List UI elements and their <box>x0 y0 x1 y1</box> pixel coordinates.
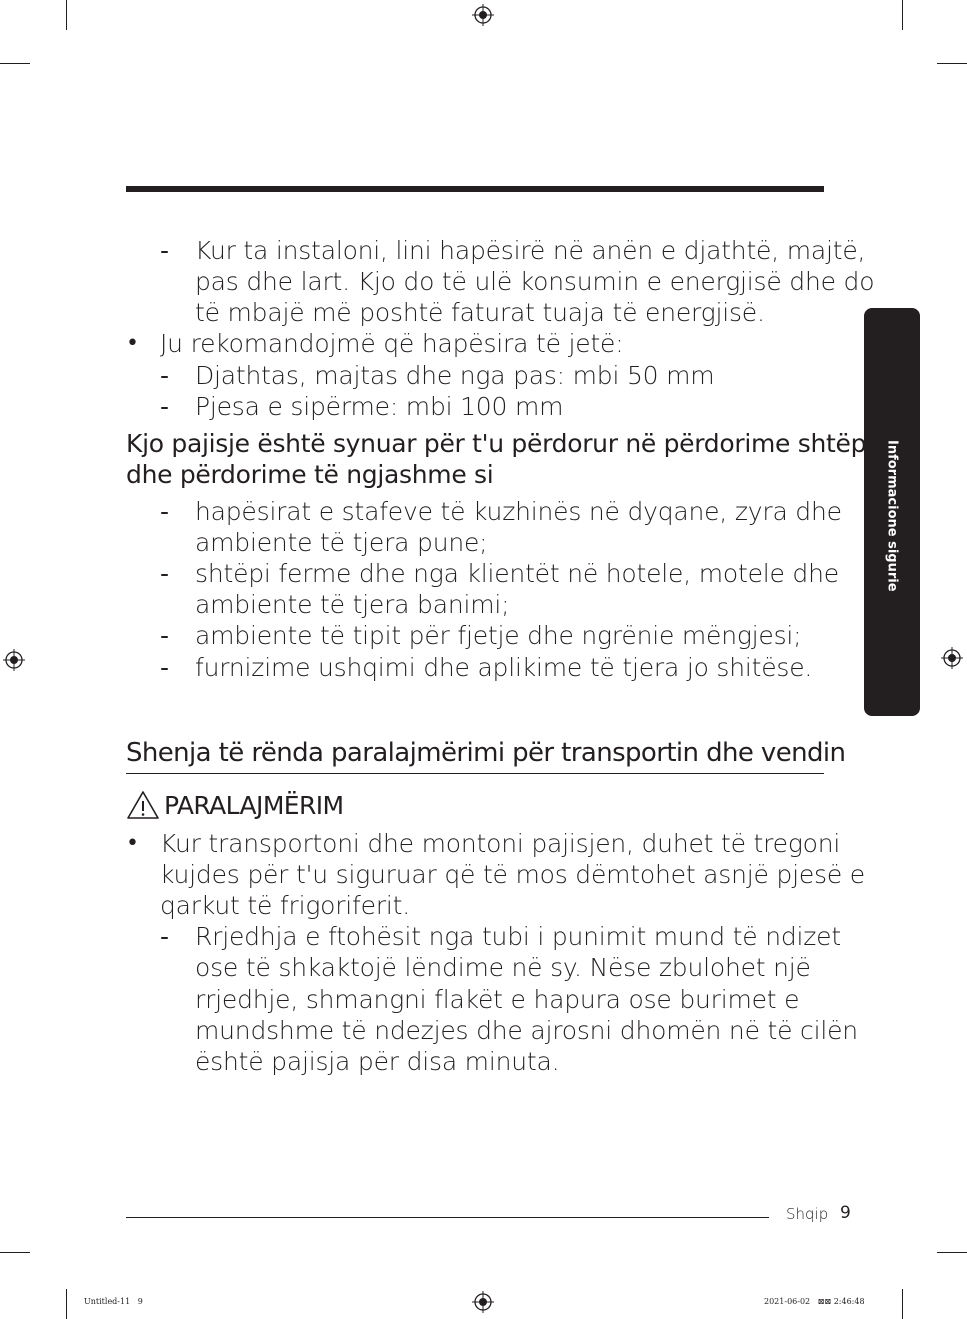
list-marker: - <box>160 653 170 682</box>
footer-language: Shqip <box>786 1205 829 1223</box>
slug-file: Untitled-11 9 <box>84 1297 143 1306</box>
crop-mark <box>66 1289 67 1319</box>
warning-label <box>126 788 344 822</box>
crop-mark <box>937 1252 967 1253</box>
list-item-line: Ju rekomandojmë që hapësira të jetë: <box>160 329 624 358</box>
list-item-line: të mbajë më poshtë faturat tuaja të energjisë. <box>195 298 765 327</box>
list-marker: - <box>160 361 170 390</box>
usage-heading: Kjo pajisje është synuar për t'u përdorur në përdorime shtëpie <box>126 429 888 458</box>
list-marker: - <box>160 621 170 650</box>
list-marker: - <box>160 559 170 588</box>
list-marker: - <box>160 497 170 526</box>
list-marker: - <box>160 392 170 421</box>
crop-mark <box>902 0 903 30</box>
registration-mark-icon <box>472 4 494 26</box>
list-item-line: ose të shkaktojë lëndime në sy. Nëse zbulohet një <box>195 953 811 982</box>
side-tab-label: Informacione sigurie <box>884 440 900 592</box>
list-marker: • <box>126 831 139 856</box>
list-item-line: qarkut të frigoriferit. <box>160 891 411 920</box>
registration-mark-icon <box>472 1291 494 1313</box>
list-item-line: ambiente të tipit për fjetje dhe ngrënie mëngjesi; <box>195 621 802 650</box>
crop-mark <box>0 1252 30 1253</box>
list-marker: - <box>160 922 170 951</box>
usage-heading: dhe përdorime të ngjashme si <box>126 460 494 489</box>
crop-mark <box>902 1289 903 1319</box>
list-item-line: rrjedhje, shmangni flakët e hapura ose burimet e <box>195 985 800 1014</box>
list-item-line: Kur transportoni dhe montoni pajisjen, duhet të tregoni <box>160 829 841 858</box>
crop-mark <box>937 63 967 64</box>
top-rule <box>126 186 824 192</box>
section-rule <box>126 773 824 774</box>
list-item-line: kujdes për t'u siguruar që të mos dëmtohet asnjë pjesë e <box>160 860 865 889</box>
list-marker: - <box>160 236 170 265</box>
list-item-line: Pjesa e sipërme: mbi 100 mm <box>195 392 564 421</box>
warning-triangle-icon <box>126 790 160 820</box>
list-item-line: pas dhe lart. Kjo do të ulë konsumin e energjisë dhe do <box>195 267 875 296</box>
footer-rule <box>126 1217 769 1218</box>
list-item-line: Kur ta instaloni, lini hapësirë në anën e djathtë, majtë, <box>195 236 866 265</box>
list-item-line: shtëpi ferme dhe nga klientët në hotele, motele dhe <box>195 559 839 588</box>
section-title: Shenja të rënda paralajmërimi për transportin dhe vendin <box>126 738 846 768</box>
list-item-line: është pajisja për disa minuta. <box>195 1047 560 1076</box>
registration-mark-icon <box>941 647 963 669</box>
list-item-line: hapësirat e stafeve të kuzhinës në dyqane, zyra dhe <box>195 497 842 526</box>
list-item-line: furnizime ushqimi dhe aplikime të tjera jo shitëse. <box>195 653 813 682</box>
crop-mark <box>0 63 30 64</box>
list-item-line: ambiente të tjera banimi; <box>195 590 510 619</box>
slug-date: 2021-06-02 ⊠⊠ 2:46:48 <box>764 1297 865 1306</box>
list-item-line: Djathtas, majtas dhe nga pas: mbi 50 mm <box>195 361 715 390</box>
registration-mark-icon <box>3 649 25 671</box>
list-item-line: mundshme të ndezjes dhe ajrosni dhomën në të cilën <box>195 1016 858 1045</box>
list-item-line: Rrjedhja e ftohësit nga tubi i punimit mund të ndizet <box>195 922 841 951</box>
page-number: 9 <box>840 1203 851 1223</box>
crop-mark <box>66 0 67 30</box>
list-marker: • <box>126 331 139 356</box>
warning-text: PARALAJMËRIM <box>164 790 344 820</box>
list-item-line: ambiente të tjera pune; <box>195 528 488 557</box>
